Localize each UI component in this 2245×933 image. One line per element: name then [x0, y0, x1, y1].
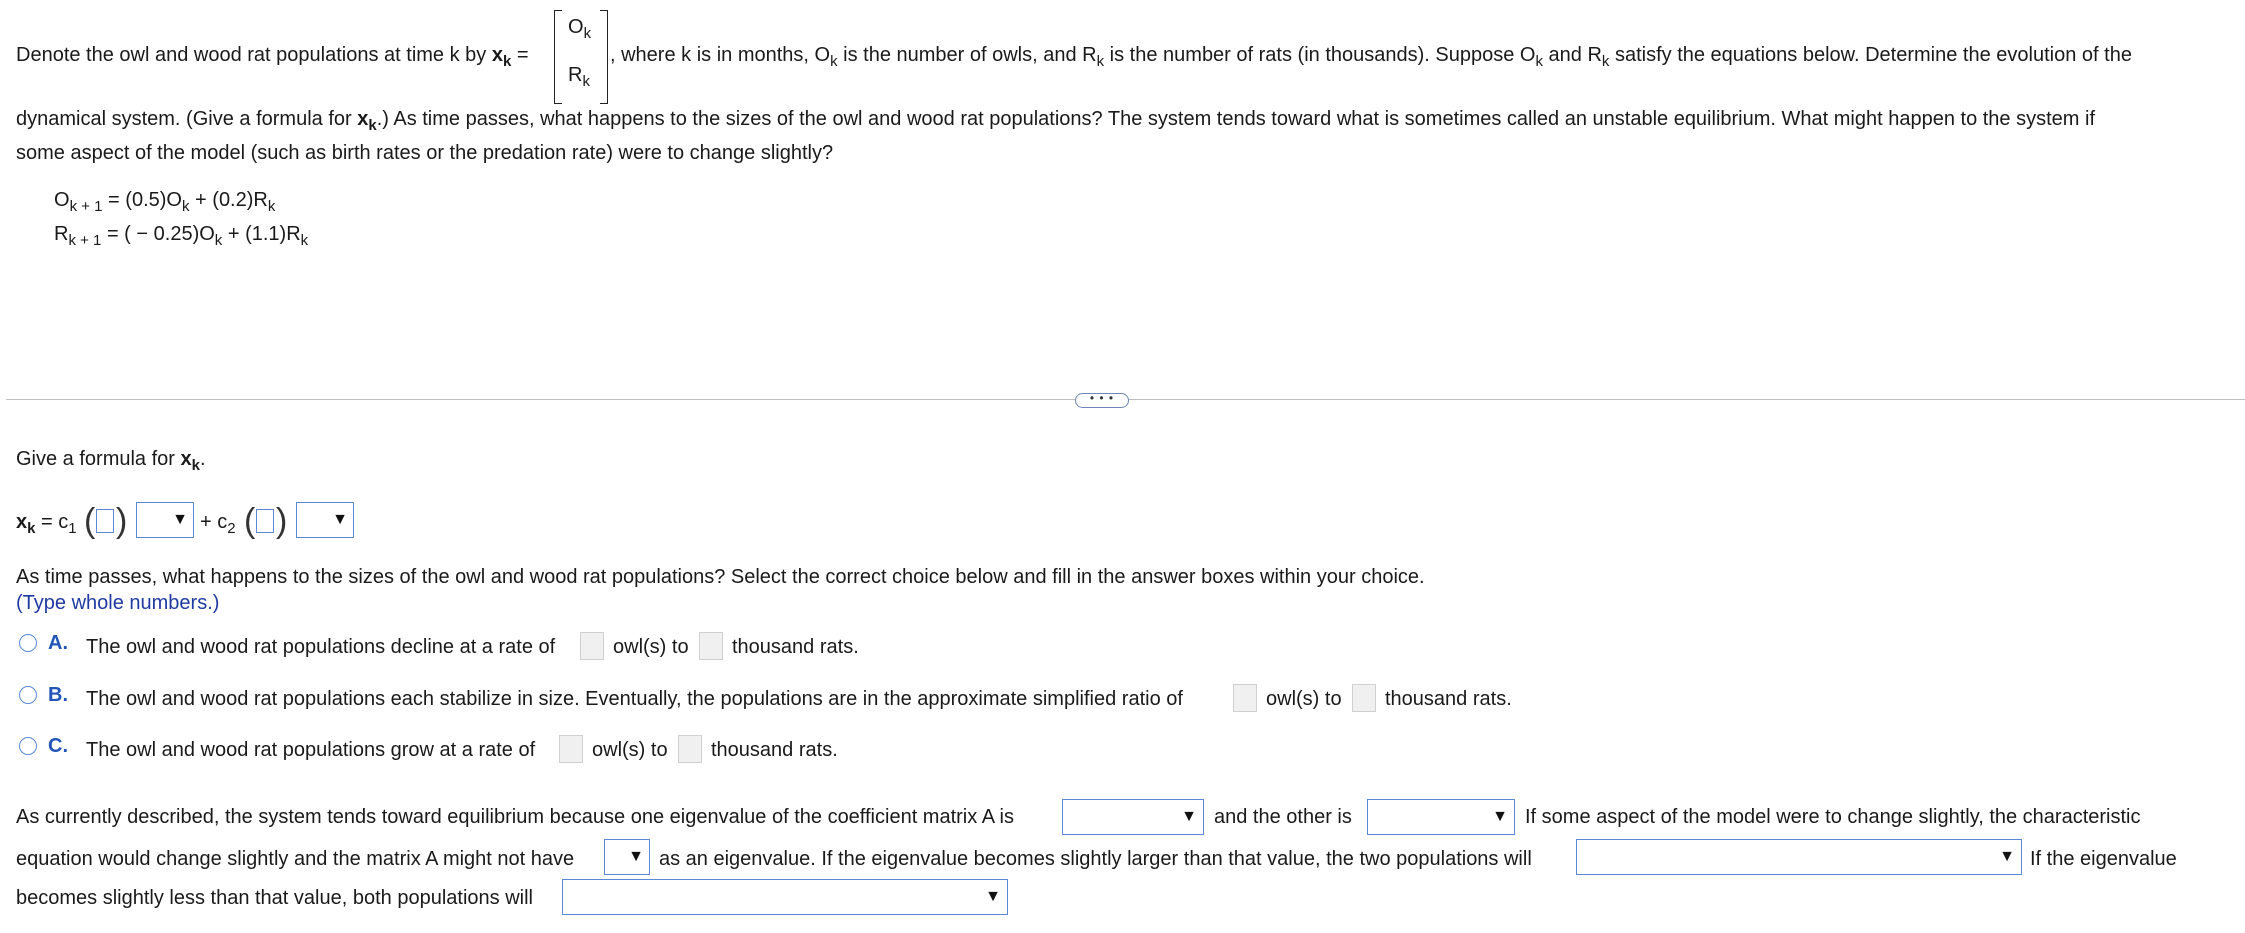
problem-line-2: dynamical system. (Give a formula for $x_k$.) As time passes, what happens to the sizes of the owl and wood rat populations? The system tends toward what is sometimes called an unstable equilibrium. What might happen to the system if	[16, 108, 2095, 134]
option-c-rat-label: thousand rats.	[711, 739, 838, 761]
option-b-rat-input[interactable]	[1352, 684, 1376, 712]
formula-plus-c2: + $c_2$	[200, 511, 236, 537]
hint-text: (Type whole numbers.)	[16, 592, 220, 614]
larger-outcome-dropdown[interactable]	[1576, 839, 2022, 875]
eigen-line-1b: and the other is	[1214, 806, 1352, 828]
eigenvector-1-dropdown[interactable]	[136, 502, 194, 538]
eigen-line-1a: As currently described, the system tends toward equilibrium because one eigenvalue of the coefficient matrix A is	[16, 806, 1014, 828]
formula-lhs: $x_k = c_1$	[16, 511, 77, 537]
eigen-line-2c: If the eigenvalue	[2030, 848, 2177, 870]
eigenvalue-2-input[interactable]	[256, 509, 274, 533]
eigen-line-2b: as an eigenvalue. If the eigenvalue becomes slightly larger than that value, the two populations will	[659, 848, 1532, 870]
option-b-rat-label: thousand rats.	[1385, 688, 1512, 710]
state-vector	[554, 10, 608, 102]
equals: =	[516, 44, 529, 66]
chevron-down-icon: ▼	[1999, 848, 2015, 865]
chevron-down-icon: ▼	[1492, 808, 1508, 825]
eigen-line-3a: becomes slightly less than that value, both populations will	[16, 887, 533, 909]
eigenvalue-one-dropdown[interactable]	[1062, 799, 1204, 835]
problem-line-3: some aspect of the model (such as birth rates or the predation rate) were to change slightly?	[16, 142, 834, 164]
option-c-owl-input[interactable]	[559, 735, 583, 763]
paren-close-1: )	[116, 502, 128, 540]
option-c-rat-input[interactable]	[678, 735, 702, 763]
equation-1: $O_{k + 1} = (0.5)O_k + (0.2)R_k$	[54, 189, 276, 215]
option-a-text: The owl and wood rat populations decline at a rate of	[86, 636, 556, 658]
problem-line-1	[16, 41, 529, 69]
paren-close-2: )	[276, 502, 288, 540]
option-b-owl-input[interactable]	[1233, 684, 1257, 712]
option-c-letter: C.	[48, 735, 68, 757]
vector-top: $O_k$	[568, 16, 592, 42]
vector-bottom: $R_k$	[568, 64, 590, 90]
chevron-down-icon: ▼	[332, 511, 348, 528]
option-b-radio[interactable]	[19, 686, 37, 704]
x-symbol: $x_k$	[491, 44, 512, 70]
eigen-line-1c: If some aspect of the model were to change slightly, the characteristic	[1525, 806, 2141, 828]
option-a-rat-input[interactable]	[699, 632, 723, 660]
option-a-owl-label: owl(s) to	[613, 636, 689, 658]
eigenvalue-value-dropdown[interactable]	[604, 839, 650, 875]
chevron-down-icon: ▼	[985, 888, 1001, 905]
formula-prompt: Give a formula for $x_k$.	[16, 448, 206, 474]
option-a-radio[interactable]	[19, 634, 37, 652]
option-c-radio[interactable]	[19, 737, 37, 755]
problem-line-1-cont: , where k is in months, $O_k$ is the number of owls, and $R_k$ is the number of rats (in thousands). Suppose $O_k$ and $R_k$ satisfy the equations below. Determine the evolution of the	[610, 44, 2132, 70]
option-b-owl-label: owl(s) to	[1266, 688, 1342, 710]
eigenvalue-other-dropdown[interactable]	[1367, 799, 1515, 835]
chevron-down-icon: ▼	[172, 511, 188, 528]
chevron-down-icon: ▼	[1181, 808, 1197, 825]
equation-2: $R_{k + 1}$ = ( − $0.25)O_k + (1.1)R_k$	[54, 223, 309, 249]
chevron-down-icon: ▼	[628, 848, 644, 865]
eigenvalue-1-input[interactable]	[96, 509, 114, 533]
question-text: As time passes, what happens to the sizes of the owl and wood rat populations? Select the correct choice below and fill in the answer boxes within your choice.	[16, 566, 1425, 588]
paren-open-2: (	[244, 502, 256, 540]
option-a-rat-label: thousand rats.	[732, 636, 859, 658]
eigen-line-2a: equation would change slightly and the matrix A might not have	[16, 848, 575, 870]
option-b-text: The owl and wood rat populations each stabilize in size. Eventually, the populations are in the approximate simplified ratio of	[86, 688, 1183, 710]
eigenvector-2-dropdown[interactable]	[296, 502, 354, 538]
option-c-owl-label: owl(s) to	[592, 739, 668, 761]
option-a-letter: A.	[48, 632, 68, 654]
option-a-owl-input[interactable]	[580, 632, 604, 660]
expand-more-button[interactable]: • • •	[1075, 393, 1129, 408]
paren-open-1: (	[84, 502, 96, 540]
option-b-letter: B.	[48, 684, 68, 706]
smaller-outcome-dropdown[interactable]	[562, 879, 1008, 915]
option-c-text: The owl and wood rat populations grow at a rate of	[86, 739, 536, 761]
problem-text: Denote the owl and wood rat populations at time k by	[16, 44, 487, 66]
